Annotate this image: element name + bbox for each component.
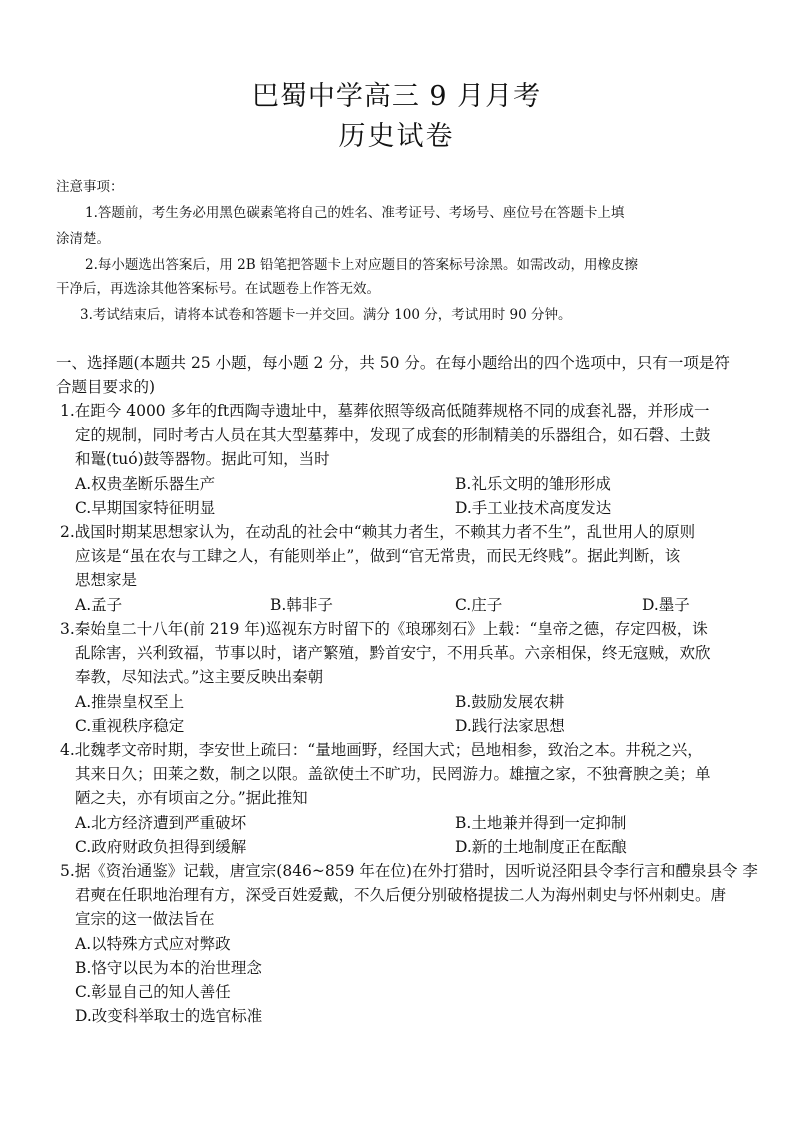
question-stem: 定的规制，同时考古人员在其大型墓葬中，发现了成套的形制精美的乐器组合，如石磬、土鼓 (75, 426, 711, 444)
notes-line: 2.每小题选出答案后，用 2B 铅笔把答题卡上对应题目的答案标号涂黑。如需改动，用橡皮擦 (85, 257, 638, 273)
notes-heading: 注意事项： (56, 179, 124, 195)
option-d[interactable]: D.践行法家思想 (455, 717, 565, 735)
exam-title: 巴蜀中学高三 9 月月考 (251, 81, 542, 112)
option-a[interactable]: A.权贵垄断乐器生产 (75, 475, 216, 493)
option-a[interactable]: A.以特殊方式应对弊政 (75, 935, 231, 953)
notes-line: 涂清楚。 (56, 231, 110, 247)
question-stem: 陋之夫，亦有顷亩之分。”据此推知 (75, 789, 308, 807)
notes-line: 1.答题前，考生务必用黑色碳素笔将自己的姓名、准考证号、考场号、座位号在答题卡上填 (85, 205, 625, 221)
option-b[interactable]: B.韩非子 (270, 596, 333, 614)
option-a[interactable]: A.孟子 (75, 596, 123, 614)
question-stem: 应该是“虽在农与工肆之人，有能则举止”，做到“官无常贵，而民无终贱”。据此判断，该 (75, 547, 681, 565)
question-stem: 乱除害，兴利致福，节事以时，诸产繁殖，黔首安宁，不用兵革。六亲相保，终无寇贼，欢欣 (75, 644, 711, 662)
question-stem: 4.北魏孝文帝时期，李安世上疏曰：“量地画野，经国大式；邑地相参，致治之本。井税之兴， (60, 741, 703, 759)
question-stem: 君奭在任职地治理有方，深受百姓爱戴，不久后便分别破格提拔二人为海州刺史与怀州刺史。唐 (75, 886, 727, 904)
question-stem: 5.据《资治通鉴》记载，唐宣宗(846~859 年在位)在外打猎时，因听说泾阳县令李行言和醴泉县令 李 (60, 862, 758, 880)
option-d[interactable]: D.手工业技术高度发达 (455, 499, 612, 517)
option-d[interactable]: D.新的土地制度正在酝酿 (455, 838, 627, 856)
notes-line: 3.考试结束后，请将本试卷和答题卡一并交回。满分 100 分，考试用时 90 分钟。 (80, 307, 572, 323)
question-stem: 3.秦始皇二十八年(前 219 年)巡视东方时留下的《琅琊刻石》上载：“皇帝之德，存定四极，诛 (60, 620, 708, 638)
section-line: 合题目要求的) (56, 378, 156, 396)
question-stem: 2.战国时期某思想家认为，在动乱的社会中“赖其力者生，不赖其力者不生”，乱世用人的原则 (60, 523, 696, 541)
option-b[interactable]: B.礼乐文明的雏形形成 (455, 475, 611, 493)
question-stem: 思想家是 (75, 571, 138, 589)
option-c[interactable]: C.庄子 (455, 596, 503, 614)
option-d[interactable]: D.墨子 (642, 596, 690, 614)
option-a[interactable]: A.推崇皇权至上 (75, 693, 185, 711)
option-a[interactable]: A.北方经济遭到严重破坏 (75, 814, 247, 832)
question-stem: 宣宗的这一做法旨在 (75, 910, 215, 928)
option-c[interactable]: C.早期国家特征明显 (75, 499, 216, 517)
option-b[interactable]: B.恪守以民为本的治世理念 (75, 959, 262, 977)
option-d[interactable]: D.改变科举取士的选官标准 (75, 1007, 263, 1025)
section-line: 一、选择题(本题共 25 小题，每小题 2 分，共 50 分。在每小题给出的四个选项中，只有一项是符 (56, 354, 730, 372)
option-c[interactable]: C.彰显自己的知人善任 (75, 983, 231, 1001)
question-stem: 和鼍(tuó)鼓等器物。据此可知，当时 (75, 450, 330, 468)
option-c[interactable]: C.政府财政负担得到缓解 (75, 838, 247, 856)
exam-subtitle: 历史试卷 (338, 121, 455, 152)
question-stem: 其来日久；田莱之数，制之以限。盖欲使土不旷功，民罔游力。雄擅之家，不独膏腴之美；单 (75, 765, 711, 783)
notes-line: 干净后，再选涂其他答案标号。在试题卷上作答无效。 (56, 281, 380, 297)
option-b[interactable]: B.土地兼并得到一定抑制 (455, 814, 627, 832)
option-c[interactable]: C.重视秩序稳定 (75, 717, 185, 735)
question-stem: 奉教，尽知法式。”这主要反映出秦朝 (75, 668, 324, 686)
question-stem: 1.在距今 4000 多年的ft西陶寺遗址中，墓葬依照等级高低随葬规格不同的成套礼器，并形成一 (60, 402, 710, 420)
option-b[interactable]: B.鼓励发展农耕 (455, 693, 565, 711)
